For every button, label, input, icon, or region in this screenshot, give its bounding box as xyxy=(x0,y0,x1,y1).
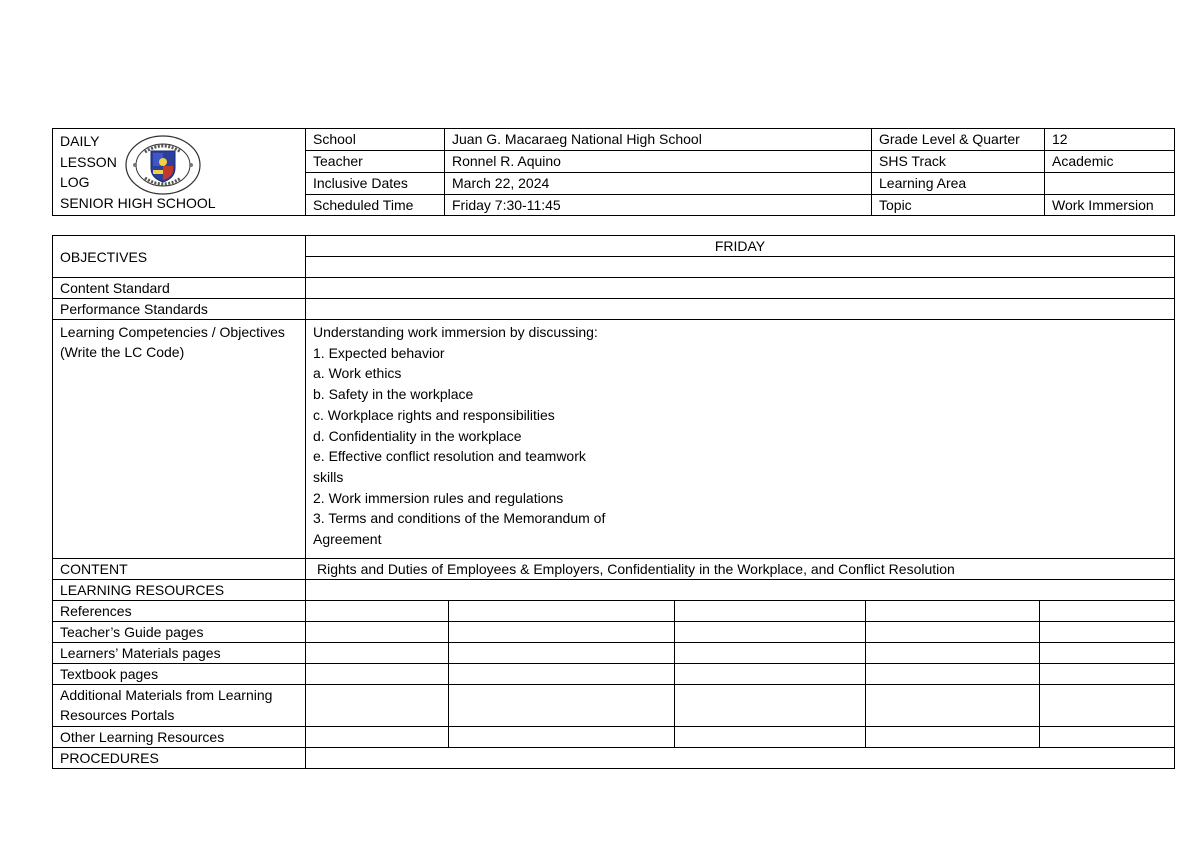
resource-cell xyxy=(675,642,866,663)
resource-cell xyxy=(1040,726,1175,747)
table-row xyxy=(53,642,1175,663)
resource-cell xyxy=(675,600,866,621)
resource-cell xyxy=(866,726,1040,747)
dll-title-line-4: SENIOR HIGH SCHOOL xyxy=(60,194,216,211)
deped-seal-icon xyxy=(123,134,203,196)
resource-cell xyxy=(866,642,1040,663)
objectives-blank-cell xyxy=(306,257,1175,278)
school-value: Juan G. Macaraeg National High School xyxy=(445,129,872,151)
dll-title-line-1: DAILY xyxy=(60,133,100,149)
learning-resources-row xyxy=(53,579,1175,600)
resource-cell xyxy=(866,600,1040,621)
competency-line: c. Workplace rights and responsibilities xyxy=(313,406,555,423)
resource-cell xyxy=(306,663,449,684)
school-label: School xyxy=(306,129,445,151)
resource-cell xyxy=(306,621,449,642)
teachers-guide-label: Teacher’s Guide pages xyxy=(53,621,306,642)
day-label: FRIDAY xyxy=(306,236,1175,257)
inclusive-dates-value: March 22, 2024 xyxy=(445,172,872,194)
resource-cell xyxy=(675,621,866,642)
learning-area-value xyxy=(1045,172,1175,194)
content-row xyxy=(53,558,1175,579)
resource-cell xyxy=(306,684,449,726)
table-row xyxy=(53,726,1175,747)
content-standard-value xyxy=(306,278,1175,299)
resource-cell xyxy=(1040,642,1175,663)
performance-standards-label: Performance Standards xyxy=(53,299,306,320)
competency-line: 1. Expected behavior xyxy=(313,344,445,361)
grade-level-label: Grade Level & Quarter xyxy=(872,129,1045,151)
resource-cell xyxy=(866,663,1040,684)
resource-cell xyxy=(1040,621,1175,642)
teacher-label: Teacher xyxy=(306,150,445,172)
learning-area-label: Learning Area xyxy=(872,172,1045,194)
textbook-pages-label: Textbook pages xyxy=(53,663,306,684)
procedures-row xyxy=(53,747,1175,768)
resource-cell xyxy=(306,642,449,663)
resource-cell xyxy=(866,684,1040,726)
resource-cell xyxy=(1040,600,1175,621)
learning-resources-label: LEARNING RESOURCES xyxy=(53,579,306,600)
content-standard-row xyxy=(53,278,1175,299)
resource-cell xyxy=(306,726,449,747)
resource-cell xyxy=(1040,663,1175,684)
resource-cell xyxy=(449,663,675,684)
competency-line: a. Work ethics xyxy=(313,365,402,382)
teacher-value: Ronnel R. Aquino xyxy=(445,150,872,172)
performance-standards-value xyxy=(306,299,1175,320)
table-row xyxy=(53,600,1175,621)
dll-title-line-2: LESSON xyxy=(60,153,117,170)
shs-track-value: Academic xyxy=(1045,150,1175,172)
competency-line: 3. Terms and conditions of the Memorandum of xyxy=(313,510,606,527)
content-standard-label: Content Standard xyxy=(53,278,306,299)
resource-cell xyxy=(675,663,866,684)
content-label: CONTENT xyxy=(53,558,306,579)
dll-title-cell xyxy=(53,129,306,216)
topic-value: Work Immersion xyxy=(1045,194,1175,216)
inclusive-dates-label: Inclusive Dates xyxy=(306,172,445,194)
grade-level-value: 12 xyxy=(1045,129,1175,151)
table-row xyxy=(53,684,1175,726)
resource-cell xyxy=(449,600,675,621)
resource-cell xyxy=(449,621,675,642)
references-label: References xyxy=(53,600,306,621)
objectives-row xyxy=(53,236,1175,257)
competency-line: skills xyxy=(313,468,344,485)
competencies-value xyxy=(306,320,1175,559)
competency-line: Agreement xyxy=(313,531,382,548)
competencies-label: Learning Competencies / Objectives (Write the LC Code) xyxy=(53,320,306,559)
dll-title-line-3: LOG xyxy=(60,174,90,191)
additional-materials-label: Additional Materials from Learning Resources Portals xyxy=(53,684,306,726)
header-row-school xyxy=(53,129,1175,151)
content-value: Rights and Duties of Employees & Employers, Confidentiality in the Workplace, and Conflict Resolution xyxy=(306,558,1175,579)
learning-resources-value xyxy=(306,579,1175,600)
performance-standards-row xyxy=(53,299,1175,320)
lesson-table xyxy=(52,235,1175,769)
competency-line: b. Safety in the workplace xyxy=(313,386,474,403)
procedures-value xyxy=(306,747,1175,768)
resource-cell xyxy=(449,726,675,747)
competencies-row xyxy=(53,320,1175,559)
scheduled-time-value: Friday 7:30-11:45 xyxy=(445,194,872,216)
resource-cell xyxy=(306,600,449,621)
competency-line: 2. Work immersion rules and regulations xyxy=(313,489,564,506)
table-row xyxy=(53,621,1175,642)
topic-label: Topic xyxy=(872,194,1045,216)
resource-cell xyxy=(449,684,675,726)
objectives-label: OBJECTIVES xyxy=(53,236,306,278)
resource-cell xyxy=(866,621,1040,642)
header-table xyxy=(52,128,1175,216)
competency-line: Understanding work immersion by discussing: xyxy=(313,324,598,340)
resource-cell xyxy=(449,642,675,663)
procedures-label: PROCEDURES xyxy=(53,747,306,768)
resource-cell xyxy=(675,684,866,726)
learners-materials-label: Learners’ Materials pages xyxy=(53,642,306,663)
table-row xyxy=(53,663,1175,684)
competency-line: d. Confidentiality in the workplace xyxy=(313,427,522,444)
resource-cell xyxy=(1040,684,1175,726)
competency-line: e. Effective conflict resolution and teamwork xyxy=(313,448,586,465)
other-resources-label: Other Learning Resources xyxy=(53,726,306,747)
shs-track-label: SHS Track xyxy=(872,150,1045,172)
scheduled-time-label: Scheduled Time xyxy=(306,194,445,216)
resource-cell xyxy=(675,726,866,747)
